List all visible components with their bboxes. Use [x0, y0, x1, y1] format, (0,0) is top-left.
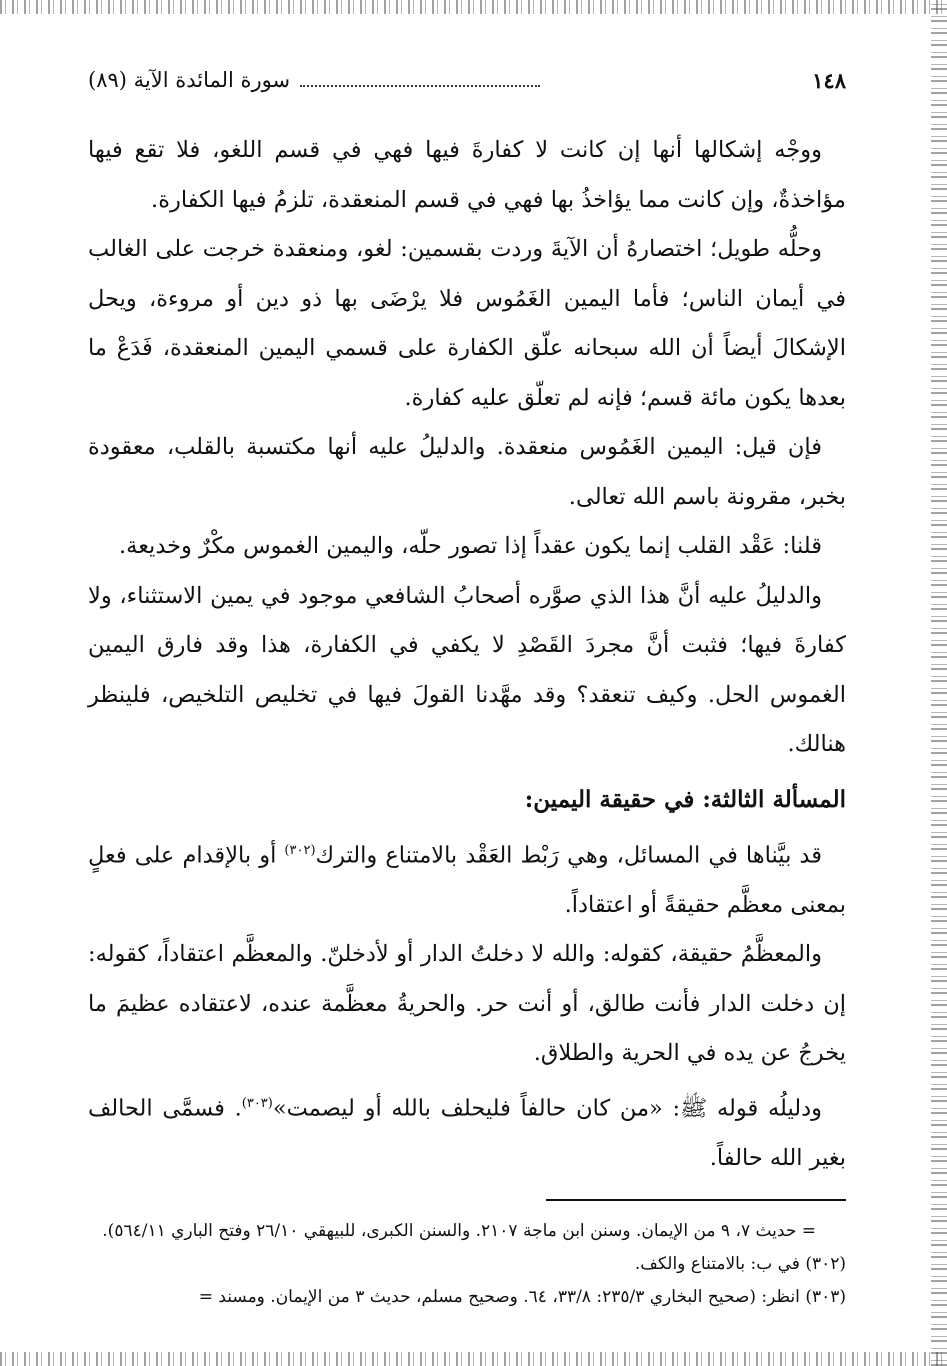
footnote-continuation: = حديث ٧، ٩ من الإيمان. وسنن ابن ماجة ٢١٠٧. والسنن الكبرى، للبيهقي ٢٦/١٠ وفتح الباري ٥٦٤/١١). — [102, 1221, 816, 1241]
page-header — [88, 60, 846, 100]
section-heading: المسألة الثالثة: في حقيقة اليمين: — [524, 785, 846, 813]
footnote-ref-303[interactable]: (٣٠٣) — [241, 1095, 273, 1111]
paragraph-4: قلنا: عَقْد القلب إنما يكون عقداً إذا تصور حلّه، واليمين الغموس مكْرٌ وخديعة. — [118, 533, 822, 559]
running-title: سورة المائدة الآية (٨٩) — [88, 68, 291, 92]
paragraph-8 — [88, 1079, 846, 1184]
decorative-border-top — [0, 0, 947, 14]
paragraph-3: فإن قيل: اليمين الغَمُوس منعقدة. والدليلُ عليه أنها مكتسبة بالقلب، معقودة بخبر، مقرونة باسم الله تعالى. — [88, 434, 846, 510]
decorative-border-right — [931, 0, 947, 1366]
page-number: ١٤٨ — [812, 67, 846, 93]
running-title-group — [88, 68, 540, 92]
paragraph-2: وحلُّه طويل؛ اختصارهُ أن الآيةَ وردت بقسمين: لغو، ومنعقدة خرجت على الغالب في أيمان الناس؛ فأما اليمين الغَمُوس فلا يرْضَى بها ذو دين أو مروءة، ويحل الإشكالَ أيضاً أن الله سبحانه علّق الكفارة على قسمي اليمين المنعقدة، فَدَعْ ما بعدها يكون مائة قسم؛ فإنه لم تعلّق عليه كفارة. — [88, 236, 846, 411]
decorative-border-bottom — [0, 1352, 947, 1366]
paragraph-6-text-b: أو بالإقدام على فعلٍ بمعنى معظَّم حقيقةً أو اعتقاداً. — [88, 842, 846, 918]
paragraph-1: ووجْه إشكالها أنها إن كانت لا كفارةَ فيها فهي في قسم اللغو، فلا تقع فيها مؤاخذةٌ، وإن كانت مما يؤاخذُ بها فهي في قسم المنعقدة، تلزمُ فيها الكفارة. — [88, 137, 846, 213]
footnote-302: (٣٠٢) في ب: بالامتناع والكف. — [634, 1254, 846, 1274]
paragraph-8-text-a: ودليلُه قوله ﷺ: «من كان حالفاً فليحلف بالله أو ليصمت» — [272, 1095, 822, 1121]
main-text — [88, 126, 846, 1183]
footnote-ref-302[interactable]: (٣٠٢) — [284, 842, 316, 858]
paragraph-6-text-a: قد بيَّناها في المسائل، وهي رَبْط العَقْد بالامتناع والترك — [315, 842, 822, 868]
paragraph-7: والمعظَّمُ حقيقة، كقوله: والله لا دخلتُ الدار أو لأدخلنّ. والمعظَّم اعتقاداً، كقوله: إن دخلت الدار فأنت طالق، أو أنت حر. والحريةُ معظَّمة عنده، لاعتقاده عظيمَ ما يخرجُ عن يده في الحرية والطلاق. — [88, 941, 846, 1066]
paragraph-6 — [88, 826, 846, 931]
paragraph-5: والدليلُ عليه أنَّ هذا الذي صوَّره أصحابُ الشافعي موجود في يمين الاستثناء، ولا كفارةَ فيها؛ فثبت أنَّ مجردَ القَصْدِ لا يكفي في الكفارة، هذا وقد فارق اليمين الغموس الحل. وكيف تنعقد؟ وقد مهَّدنا القولَ فيها في تخليص التلخيص، فلينظر هنالك. — [88, 582, 846, 757]
footnote-separator — [546, 1199, 846, 1201]
footnote-303: (٣٠٣) انظر: (صحيح البخاري ٢٣٥/٣: ٣٣/٨، ٦٤. وصحيح مسلم، حديث ٣ من الإيمان. ومسند = — [198, 1287, 846, 1307]
book-page — [88, 60, 846, 1314]
paragraph-8-text-b: . فسمَّى الحالف بغير الله حالفاً. — [88, 1095, 846, 1171]
footnotes — [88, 1215, 846, 1314]
leader-dots — [300, 73, 540, 87]
